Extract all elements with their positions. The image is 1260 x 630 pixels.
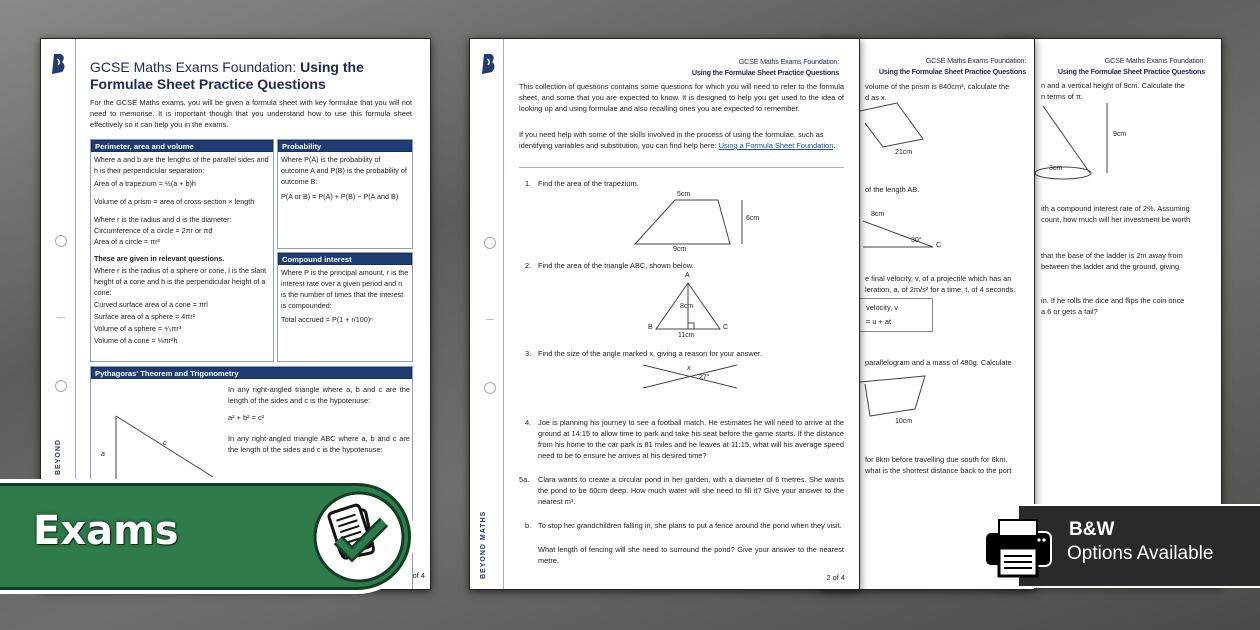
formula: Volume of a sphere = ⁴⁄₃πr³ [94, 324, 182, 333]
side-label: 8cm [871, 211, 885, 218]
page-title [90, 59, 410, 93]
question-text: What length of fencing will she need to surround the pond? Give your answer to the nearest metre. [538, 545, 844, 565]
question-number: 1. [525, 179, 532, 188]
title-bold: Using the Formulae Sheet Practice Questions [90, 59, 364, 92]
intro-paragraph: This collection of questions contains some questions for which you will need to refer to the formula sheet, and some that you are expected to know. It is designed to help you get used to the idea of looking up and using formulae and also recalling ones you are expected to remember. [519, 82, 844, 113]
side-c-label: c [163, 440, 167, 447]
trapezium-base-label: 9cm [673, 246, 687, 253]
base-label: 11cm [678, 332, 695, 339]
header-line1: GCSE Maths Exams Foundation: [1104, 56, 1205, 65]
header-line1: GCSE Maths Exams Foundation: [925, 56, 1026, 65]
cone-radius-label: 3cm [1049, 165, 1063, 172]
question-text: Joe is planning his journey to see a football match. He estimates he will need to arrive at the ground at 14:15 to allow time to park and take his seat before the game starts. If the distance from his home to the car park is 81 miles and he leaves at 11:15, what will his average speed need to be to ensure he arrives at his desired time? [538, 418, 844, 460]
exams-banner [0, 479, 415, 594]
formula-sheet-link[interactable]: Using a Formula Sheet Foundation [718, 141, 834, 150]
formula-box [855, 298, 933, 332]
options-available-label: Options Available [1067, 543, 1214, 564]
given-note: These are given in relevant questions. [94, 254, 225, 263]
question-text: Find the area of the trapezium. [538, 179, 639, 188]
page-number: of 4 [412, 571, 425, 580]
text-line: for 8km before travelling due south for 6km. [865, 455, 1008, 464]
text-line: between the ladder and the ground, giving [1041, 262, 1180, 271]
intro-paragraph: For the GCSE Maths exams, you will be given a formula sheet with key formulae that you will not need to memorise. It is important though that you understand how to use this formula sheet effectively so it can help you in the exams. [90, 98, 412, 129]
text-line: ith a compound interest rate of 2%. Assuming [1041, 204, 1190, 213]
header-line2: Using the Formulae Sheet Practice Questions [691, 67, 839, 77]
worksheet-page-2 [469, 38, 860, 590]
formula: Total accrued = P(1 + r/100)ⁿ [281, 315, 373, 324]
box-text: Where P is the principal amount, r is the interest rate over a given period and n is the number of times that the interest is compounded: [281, 268, 409, 310]
trapezium-top-label: 5cm [677, 191, 691, 198]
question-text: To stop her grandchildren falling in, she plans to put a fence around the pond when they visit. [538, 521, 842, 530]
text-line: a 6 or gets a tail? [1041, 307, 1098, 316]
bw-options-banner [1017, 504, 1260, 588]
formula: P(A or B) = P(A) + P(B) − P(A and B) [281, 192, 399, 201]
intro-text: If you need help with some of the skills involved in the process of using the formulae, such as identifying variables and substitution, you can find help here: [519, 130, 824, 150]
text-line: that the base of the ladder is 2m away from [1041, 251, 1183, 260]
height-label: 8cm [680, 303, 694, 310]
text-line: parallelogram and a mass of 480g. Calculate [865, 358, 1012, 367]
angle-label: 30° [911, 237, 922, 244]
page-number: 2 of 4 [826, 573, 845, 582]
compound-interest-box [277, 252, 413, 362]
prism2-label: 10cm [895, 418, 913, 425]
trapezium-height-label: 6cm [746, 215, 760, 222]
box-heading: Perimeter, area and volume [91, 140, 273, 152]
formula: Curved surface area of a cone = πrl [94, 300, 208, 309]
box-heading: Probability [278, 140, 412, 152]
question-number: b. [525, 521, 532, 530]
beyond-logo-icon [481, 53, 497, 75]
side-brand: BEYOND MATHS [480, 510, 487, 579]
question-number: 4. [525, 418, 532, 427]
trapezium-diagram [630, 194, 750, 254]
vertex-c-label: C [723, 324, 729, 331]
text-line: count, how much will her investment be worth [1041, 215, 1191, 224]
formula: Circumference of a circle = 2πr or πd [94, 226, 213, 235]
box-heading: Pythagoras' Theorem and Trigonometry [91, 367, 412, 379]
text-line: what is the shortest distance back to the port [865, 466, 1012, 475]
question-number: 5a. [519, 475, 530, 484]
side-brand: BEYOND [55, 439, 62, 475]
printer-icon [983, 518, 1053, 580]
box-text: Where r is the radius of a sphere or cone, l is the slant height of a cone and h is the perpendicular height of a cone: [94, 266, 267, 297]
prism-label: 21cm [895, 149, 913, 156]
header-line2: Using the Formulae Sheet Practice Questions [1057, 66, 1205, 76]
bw-label: B&W [1069, 519, 1115, 540]
header-line1: GCSE Maths Exams Foundation: [738, 57, 839, 66]
formula: Area of a circle = πr² [94, 237, 160, 246]
formula-label: velocity, v [866, 303, 898, 312]
formula: Volume of a prism = area of cross-section × length [94, 197, 255, 206]
triangle-diagram [855, 219, 945, 251]
divider [519, 167, 844, 168]
box-text: Where P(A) is the probability of outcome A and P(B) is the probability of outcome B: [281, 155, 407, 186]
side-a-label: a [101, 451, 105, 458]
text-line: of the length AB. [865, 185, 920, 194]
box-text: Where a and b are the lengths of the parallel sides and h is their perpendicular separation: [94, 155, 269, 175]
question-text: Find the size of the angle marked x, giving a reason for your answer. [538, 349, 762, 358]
text-line: e final velocity, v, of a projectile which has an [865, 274, 1012, 283]
beyond-logo-icon [51, 53, 67, 75]
text-line: d as x. [865, 93, 887, 102]
text-line: in. If he rolls the dice and flips the coin once [1041, 296, 1185, 305]
formula: Surface area of a sphere = 4πr² [94, 312, 196, 321]
question-number: 3. [525, 349, 532, 358]
box-heading: Compound interest [278, 253, 412, 265]
vertex-label: C [936, 242, 942, 249]
formula: Volume of a cone = ⅓πr²h [94, 336, 178, 345]
box-text: In any right-angled triangle where a, b and c are the length of the sides and c is the hypotenuse: [228, 385, 410, 405]
perimeter-box [90, 139, 274, 362]
angle-x-label: x [687, 365, 691, 372]
angle-27-label: 27° [699, 374, 710, 381]
text-line: volume of the prism is 840cm³, calculate the [865, 82, 1010, 91]
prism2-diagram [855, 374, 935, 424]
text-line: n and a vertical height of 9cm. Calculate the [1041, 81, 1185, 90]
exams-label: Exams [33, 508, 179, 554]
vertex-b-label: B [648, 324, 653, 331]
formula: Area of a trapezium = ½(a + b)h [94, 179, 196, 188]
formula: a² + b² = c² [228, 413, 265, 422]
header-line2: Using the Formulae Sheet Practice Questions [878, 66, 1026, 76]
formula: = u + at [866, 317, 892, 326]
probability-box [277, 139, 413, 249]
box-text: Where r is the radius and d is the diameter: [94, 215, 232, 224]
text-line: n terms of π. [1041, 92, 1084, 101]
text-line: leration, a, of 2m/s² for a time, t, of 4 seconds. [865, 285, 1016, 294]
box-text: In any right-angled triangle ABC where a, b and c are the length of the sides and c is the hypotenuse: [228, 434, 410, 454]
title-light: GCSE Maths Exams Foundation: [90, 59, 301, 75]
vertex-a-label: A [685, 272, 690, 279]
cone-height-label: 9cm [1113, 131, 1127, 138]
question-text: Clara wants to create a circular pond in her garden, with a diameter of 6 metres. She wants the pond to be 60cm deep. How much water will she need to fill it? Give your answer to the nearest m³. [538, 475, 844, 506]
intro-paragraph-2: If you need help with some of the skills involved in the process of using the formulae, such as identifying variables and substitution, you can find help here: Using a Formula Sheet Foundation. [519, 130, 836, 150]
question-number: 2. [525, 261, 532, 270]
exam-paper-check-icon [312, 490, 406, 584]
question-text: Find the area of the triangle ABC, shown below. [538, 261, 694, 270]
